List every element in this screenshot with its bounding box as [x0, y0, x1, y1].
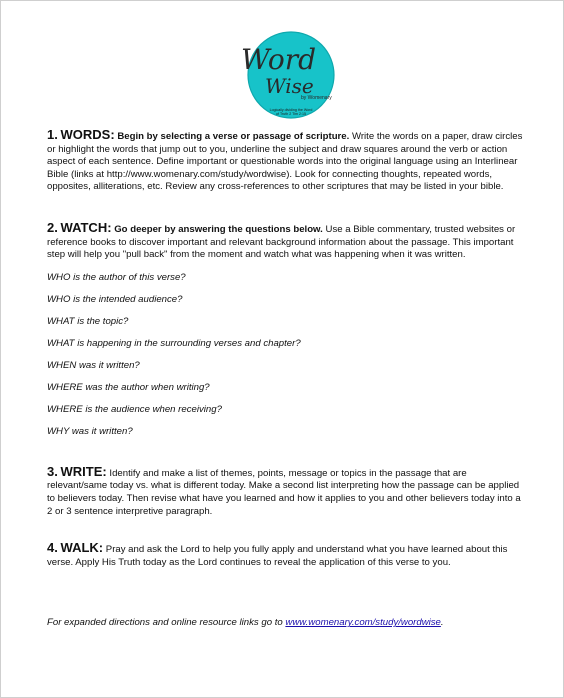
section-body: Write the words on a paper, draw circles or highlight the words that jump out to you, underline the subject and draw squares around the verb or action aspect of each sentence. Define important or questionable words into the original language using an Interlinear Bible (links at http://www.womenary.com/study/wordwise). Look for connecting thoughts, repeated words, opposites, alliterations, etc. Review any cross-references to other scriptures that may be listed in your bible. [47, 131, 523, 193]
question-who-audience: WHO is the intended audience? [47, 293, 183, 305]
section-heading: WORDS: [60, 127, 115, 142]
footer-end: . [440, 617, 444, 629]
logo-wise-text: Wise [265, 74, 314, 98]
question-where-audience: WHERE is the audience when receiving? [47, 403, 222, 415]
question-what-topic: WHAT is the topic? [47, 315, 129, 327]
logo-graphic [221, 23, 351, 133]
section-write [47, 463, 525, 518]
question-where-author: WHERE was the author when writing? [47, 381, 210, 393]
logo-tagline-1: Logically dividing the Word [269, 108, 313, 112]
logo-tagline-2: of Truth 2 Tim 2:15 [276, 112, 306, 116]
section-watch [47, 219, 525, 262]
question-when-written: WHEN was it written? [47, 359, 140, 371]
section-number: 1. [47, 127, 58, 142]
question-who-author: WHO is the author of this verse? [47, 271, 186, 283]
section-walk [47, 542, 525, 569]
section-number: 2. [47, 219, 58, 235]
footer-text: For expanded directions and online resource links go to [47, 617, 286, 629]
wordwise-link[interactable]: www.womenary.com/study/wordwise [285, 617, 441, 629]
logo-byline: by Womenary [301, 95, 332, 101]
section-words [47, 129, 525, 194]
wordwise-logo [221, 23, 351, 133]
section-body: Pray and ask the Lord to help you fully apply and understand what you have learned about this verse. Apply His Truth today as the Lord continues to reveal the application of this verse to you. [47, 544, 508, 568]
section-body: Identify and make a list of themes, points, message or topics in the passage that are relevant/same today vs. what is different today. Make a second list interpreting how the passage can be applied to believers today. Then revise what have you learned and how it applies to you and other believers today into a 2 or 3 sentence interpretive paragraph. [47, 467, 521, 517]
section-lead: Go deeper by answering the questions below. [114, 223, 323, 235]
section-lead: Begin by selecting a verse or passage of scripture. [117, 131, 350, 142]
section-number: 4. [47, 540, 58, 556]
question-why-written: WHY was it written? [47, 425, 133, 437]
footer-note [47, 617, 525, 630]
section-number: 3. [47, 463, 58, 479]
document-content [47, 129, 525, 630]
section-heading: WATCH: [60, 219, 112, 235]
question-what-happening: WHAT is happening in the surrounding verses and chapter? [47, 337, 301, 349]
section-body: Use a Bible commentary, trusted websites or reference books to discover important and relevant background information about the passage. This important step will help you "pull back" from the moment and watch what was happening when it was written. [47, 223, 516, 261]
section-heading: WRITE: [60, 463, 107, 479]
logo-word-text: Word [241, 43, 317, 76]
section-heading: WALK: [60, 540, 104, 556]
